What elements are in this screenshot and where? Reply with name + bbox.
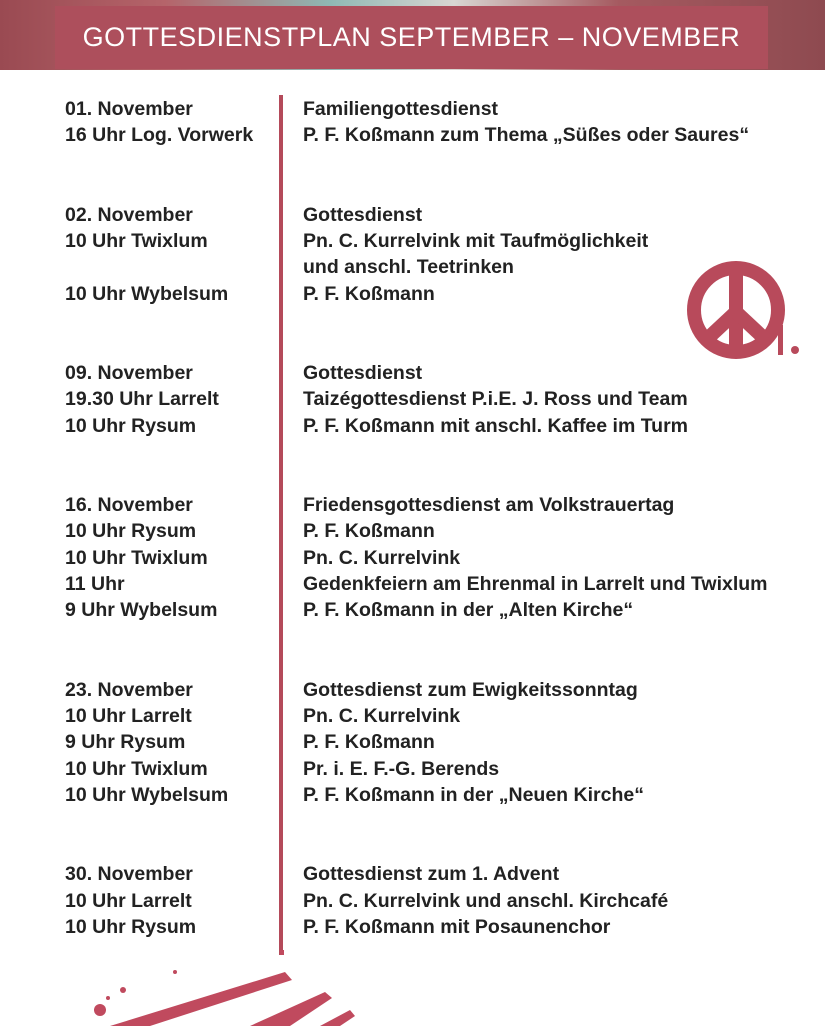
schedule-row	[65, 677, 825, 703]
service-day-block	[65, 360, 825, 439]
service-title: Familiengottesdienst	[303, 98, 499, 120]
date-label: 16. November	[65, 493, 193, 516]
service-detail: Pr. i. E. F.-G. Berends	[303, 757, 500, 780]
time-location	[65, 254, 303, 280]
schedule-row	[65, 386, 825, 412]
time-location: 10 Uhr Wybelsum	[65, 784, 229, 807]
service-title: Gottesdienst zum 1. Advent	[303, 863, 560, 886]
schedule-row	[65, 914, 825, 940]
time-location: 10 Uhr Twixlum	[65, 757, 208, 780]
service-detail: P. F. Koßmann	[303, 520, 435, 543]
time-location: 10 Uhr Larrelt	[65, 889, 192, 912]
schedule-row	[65, 729, 825, 755]
service-detail: Pn. C. Kurrelvink und anschl. Kirchcafé	[303, 889, 669, 912]
time-location: 10 Uhr Twixlum	[65, 229, 208, 252]
time-location: 10 Uhr Larrelt	[65, 705, 192, 728]
schedule-row	[65, 545, 825, 571]
page-title: GOTTESDIENSTPLAN SEPTEMBER – NOVEMBER	[82, 22, 741, 52]
service-detail: P. F. Koßmann	[303, 731, 435, 754]
schedule-row	[65, 703, 825, 729]
schedule-row	[65, 518, 825, 544]
service-detail: Pn. C. Kurrelvink	[303, 546, 461, 569]
schedule-row	[65, 413, 825, 439]
time-location: 10 Uhr Rysum	[65, 520, 197, 543]
service-detail: Taizégottesdienst P.i.E. J. Ross und Team	[303, 388, 688, 411]
service-detail: P. F. Koßmann	[303, 282, 435, 305]
service-day-block	[65, 861, 825, 940]
service-detail: und anschl. Teetrinken	[303, 256, 514, 279]
time-location: 9 Uhr Rysum	[65, 731, 186, 754]
schedule-row	[65, 202, 825, 228]
peace-sign-icon	[680, 250, 810, 370]
service-title: Friedensgottesdienst am Volkstrauertag	[303, 493, 675, 516]
schedule-row	[65, 782, 825, 808]
paint-splatter-decoration	[0, 950, 400, 1026]
time-location: 10 Uhr Wybelsum	[65, 282, 229, 305]
date-label: 23. November	[65, 678, 193, 701]
schedule-row	[65, 888, 825, 914]
time-location: 10 Uhr Rysum	[65, 916, 197, 939]
schedule-row	[65, 122, 825, 148]
service-detail: P. F. Koßmann mit Posaunenchor	[303, 916, 611, 939]
service-detail: P. F. Koßmann in der „Alten Kirche“	[303, 599, 634, 622]
schedule-row	[65, 861, 825, 887]
service-day-block	[65, 96, 825, 149]
service-title: Gottesdienst	[303, 361, 423, 384]
date-label: 02. November	[65, 203, 193, 226]
schedule-row	[65, 597, 825, 623]
date-label: 30. November	[65, 863, 193, 886]
time-location: 11 Uhr	[65, 573, 125, 596]
date-label: 09. November	[65, 361, 193, 384]
service-detail: P. F. Koßmann zum Thema „Süßes oder Saures“	[303, 124, 750, 147]
service-detail: P. F. Koßmann in der „Neuen Kirche“	[303, 784, 644, 807]
service-detail: Gedenkfeiern am Ehrenmal in Larrelt und Twixlum	[303, 573, 768, 596]
service-title: Gottesdienst zum Ewigkeitssonntag	[303, 678, 638, 701]
time-location: 16 Uhr Log. Vorwerk	[65, 124, 254, 147]
schedule-row	[65, 756, 825, 782]
date-label: 01. November	[65, 98, 193, 120]
service-detail: Pn. C. Kurrelvink mit Taufmöglichkeit	[303, 229, 649, 252]
schedule-row	[65, 96, 825, 122]
time-location: 9 Uhr Wybelsum	[65, 599, 218, 622]
schedule-row	[65, 571, 825, 597]
page-title-banner	[55, 6, 768, 69]
service-day-block	[65, 677, 825, 809]
time-location: 19.30 Uhr Larrelt	[65, 388, 219, 411]
service-day-block	[65, 492, 825, 624]
service-detail: P. F. Koßmann mit anschl. Kaffee im Turm	[303, 414, 689, 437]
service-detail: Pn. C. Kurrelvink	[303, 705, 461, 728]
schedule-row	[65, 492, 825, 518]
service-title: Gottesdienst	[303, 203, 423, 226]
time-location: 10 Uhr Twixlum	[65, 546, 208, 569]
time-location: 10 Uhr Rysum	[65, 414, 197, 437]
service-schedule	[65, 96, 825, 993]
